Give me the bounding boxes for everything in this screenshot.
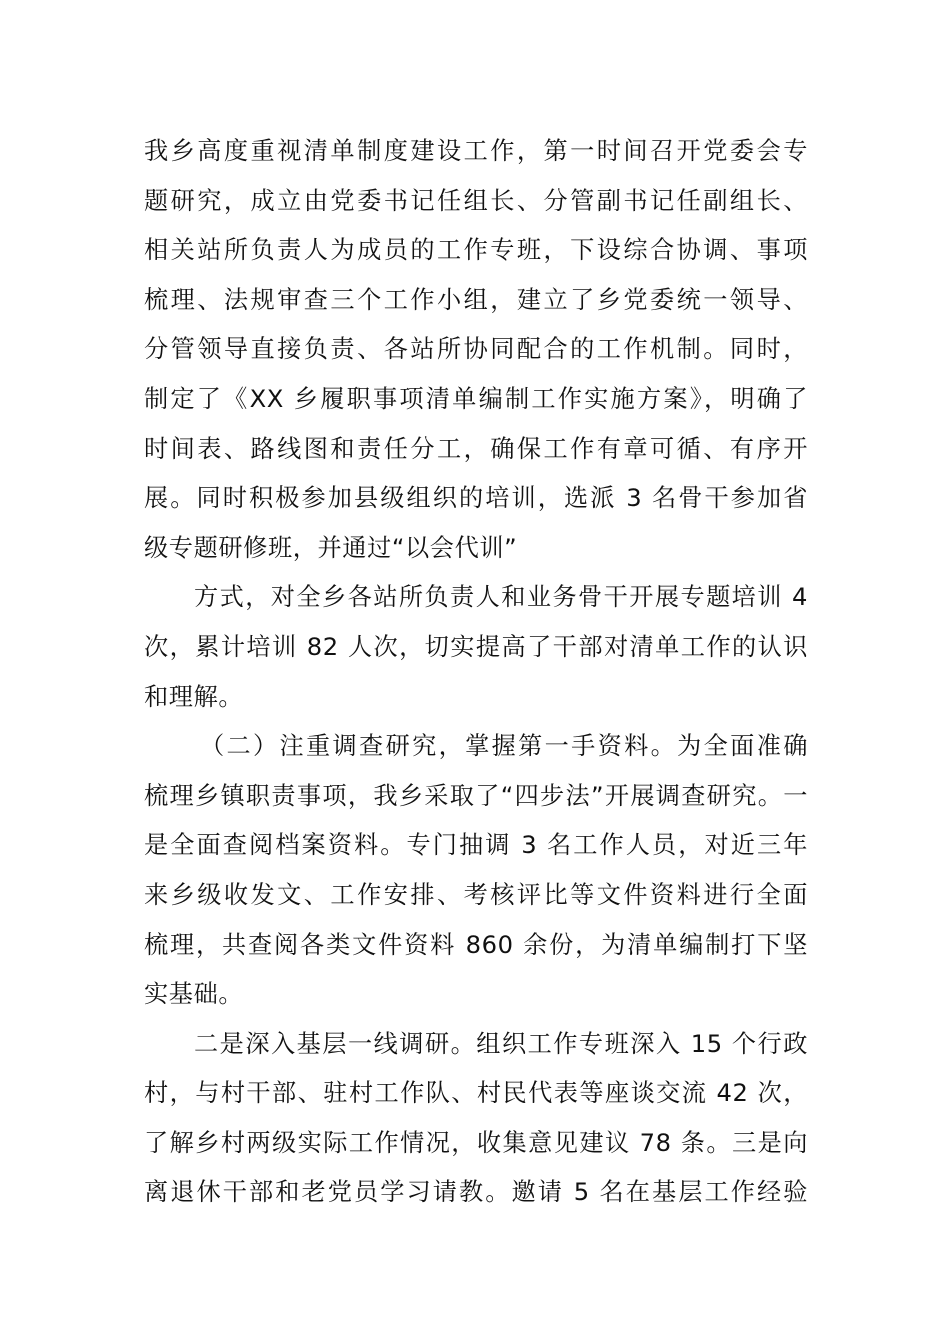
text-line: 梳理，共查阅各类文件资料 860 余份，为清单编制打下坚 — [144, 930, 808, 959]
document-body — [144, 127, 808, 1218]
text-line: 村，与村干部、驻村工作队、村民代表等座谈交流 42 次， — [144, 1079, 808, 1108]
text-line: 是全面查阅档案资料。专门抽调 3 名工作人员，对近三年 — [144, 831, 808, 860]
text-line: 次，累计培训 82 人次，切实提高了干部对清单工作的认识 — [144, 632, 808, 661]
text-line: 实基础。 — [144, 980, 244, 1009]
text-line: 梳理乡镇职责事项，我乡采取了“四步法”开展调查研究。一 — [144, 781, 808, 810]
text-line: 题研究，成立由党委书记任组长、分管副书记任副组长、 — [144, 186, 808, 215]
text-line: 分管领导直接负责、各站所协同配合的工作机制。同时， — [144, 335, 808, 364]
text-line: 级专题研修班，并通过“以会代训” — [144, 533, 518, 562]
text-line: 展。同时积极参加县级组织的培训，选派 3 名骨干参加省 — [144, 484, 808, 513]
paragraph-1 — [144, 127, 808, 573]
paragraph-2 — [144, 573, 808, 722]
section-heading-line: （二）注重调查研究，掌握第一手资料。为全面准确 — [200, 732, 808, 761]
text-line: 来乡级收发文、工作安排、考核评比等文件资料进行全面 — [144, 880, 808, 909]
paragraph-4 — [144, 1020, 808, 1218]
text-line: 和理解。 — [144, 682, 244, 711]
text-line: 方式，对全乡各站所负责人和业务骨干开展专题培训 4 — [194, 583, 808, 612]
text-line: 制定了《XX 乡履职事项清单编制工作实施方案》，明确了 — [144, 384, 808, 413]
text-line: 我乡高度重视清单制度建设工作，第一时间召开党委会专 — [144, 137, 808, 165]
text-line: 梳理、法规审查三个工作小组，建立了乡党委统一领导、 — [144, 285, 808, 314]
text-line: 二是深入基层一线调研。组织工作专班深入 15 个行政 — [194, 1029, 808, 1058]
text-line: 了解乡村两级实际工作情况，收集意见建议 78 条。三是向 — [144, 1128, 808, 1157]
text-line: 时间表、路线图和责任分工，确保工作有章可循、有序开 — [144, 434, 808, 463]
text-line: 离退休干部和老党员学习请教。邀请 5 名在基层工作经验 — [144, 1178, 808, 1207]
text-line: 相关站所负责人为成员的工作专班，下设综合协调、事项 — [144, 236, 808, 265]
paragraph-3 — [144, 722, 808, 1020]
